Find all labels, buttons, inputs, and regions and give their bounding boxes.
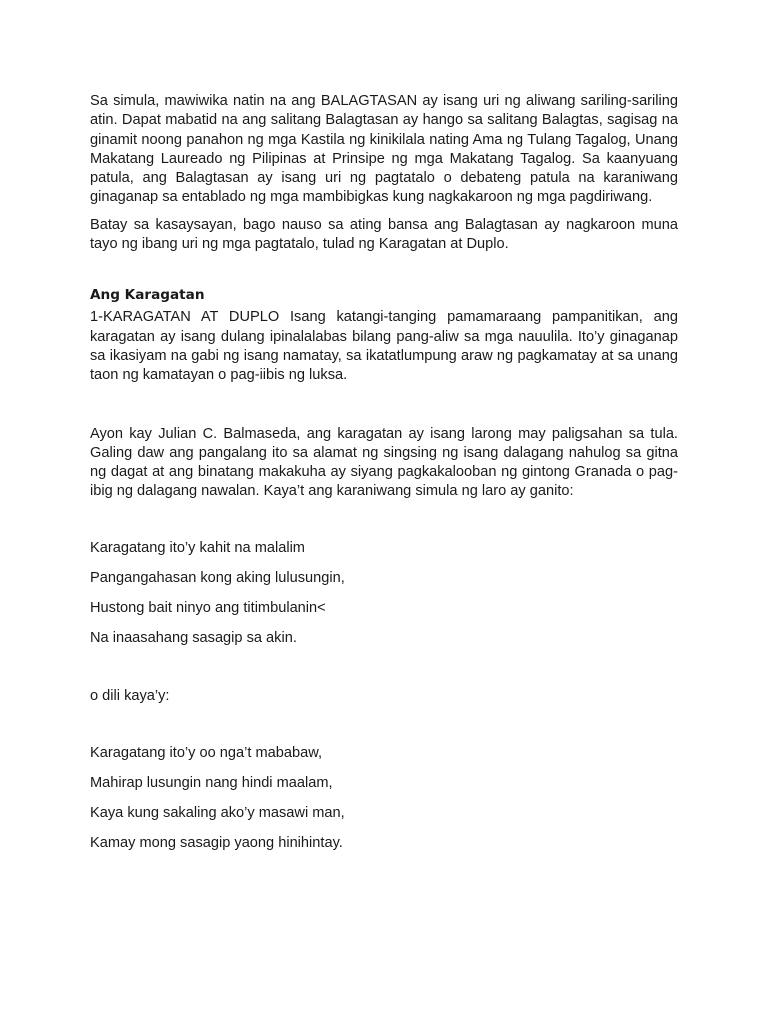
section-heading: Ang Karagatan — [90, 287, 205, 304]
verse-stanza-2 — [90, 744, 678, 853]
verse-line: Karagatang ito’y kahit na malalim — [90, 539, 305, 556]
verse-line: Karagatang ito’y oo nga’t mababaw, — [90, 744, 323, 761]
verse-line: Na inaasahang sasagip sa akin. — [90, 629, 297, 646]
verse-line: Mahirap lusungin nang hindi maalam, — [90, 774, 333, 791]
document-body — [90, 92, 678, 853]
verse-line: Hustong bait ninyo ang titimbulanin< — [90, 599, 326, 616]
verse-line: Kaya kung sakaling ako’y masawi man, — [90, 804, 345, 821]
verse-line: Kamay mong sasagip yaong hinihintay. — [90, 834, 343, 851]
history-paragraph: Batay sa kasaysayan, bago nauso sa ating bansa ang Balagtasan ay nagkaroon muna tayo ng ibang uri ng mga pagtatalo, tulad ng Karagatan at Duplo. — [90, 216, 678, 253]
intro-paragraph: Sa simula, mawiwika natin na ang BALAGTASAN ay isang uri ng aliwang sariling-sariling atin. Dapat mabatid na ang salitang Balagtasan ay hango sa salitang Balagtas, sagisag na ginamit noong panahon ng mga Kastila ng kinikilala nating Ama ng Tulang Tagalog, Unang Makatang Laureado ng Pilipinas at Prinsipe ng mga Makatang Tagalog. Sa kaanyuang patula, ang Balagtasan ay isang uri ng pagtatalo o debateng patula na karaniwang ginaganap sa entablado ng mga mambibigkas kung nagkakaroon ng mga pagdiriwang. — [90, 93, 678, 206]
karagatan-paragraph: 1-KARAGATAN AT DUPLO Isang katangi-tanging pamamaraang pampanitikan, ang karagatan ay isang dulang ipinalalabas bilang pang-aliw sa mga nauulila. Ito’y ginaganap sa ikasiyam na gabi ng isang namatay, sa ikatatlumpung araw ng pagkamatay at sa unang taon ng kamatayan o pag-iibis ng luksa. — [90, 309, 678, 384]
verse-stanza-1 — [90, 539, 678, 648]
julian-paragraph: Ayon kay Julian C. Balmaseda, ang karagatan ay isang larong may paligsahan sa tula. Galing daw ang pangalang ito sa alamat ng singsing ng isang dalagang nahulog sa gitna ng dagat at ang binatang makakuha ay siyang pagkakalooban ng gintong Granada o pag-ibig ng dalagang nawalan. Kaya’t ang karaniwang simula ng laro ay ganito: — [90, 425, 678, 500]
verse-line: Pangangahasan kong aking lulusungin, — [90, 569, 345, 586]
alternative-text: o dili kaya’y: — [90, 687, 170, 704]
